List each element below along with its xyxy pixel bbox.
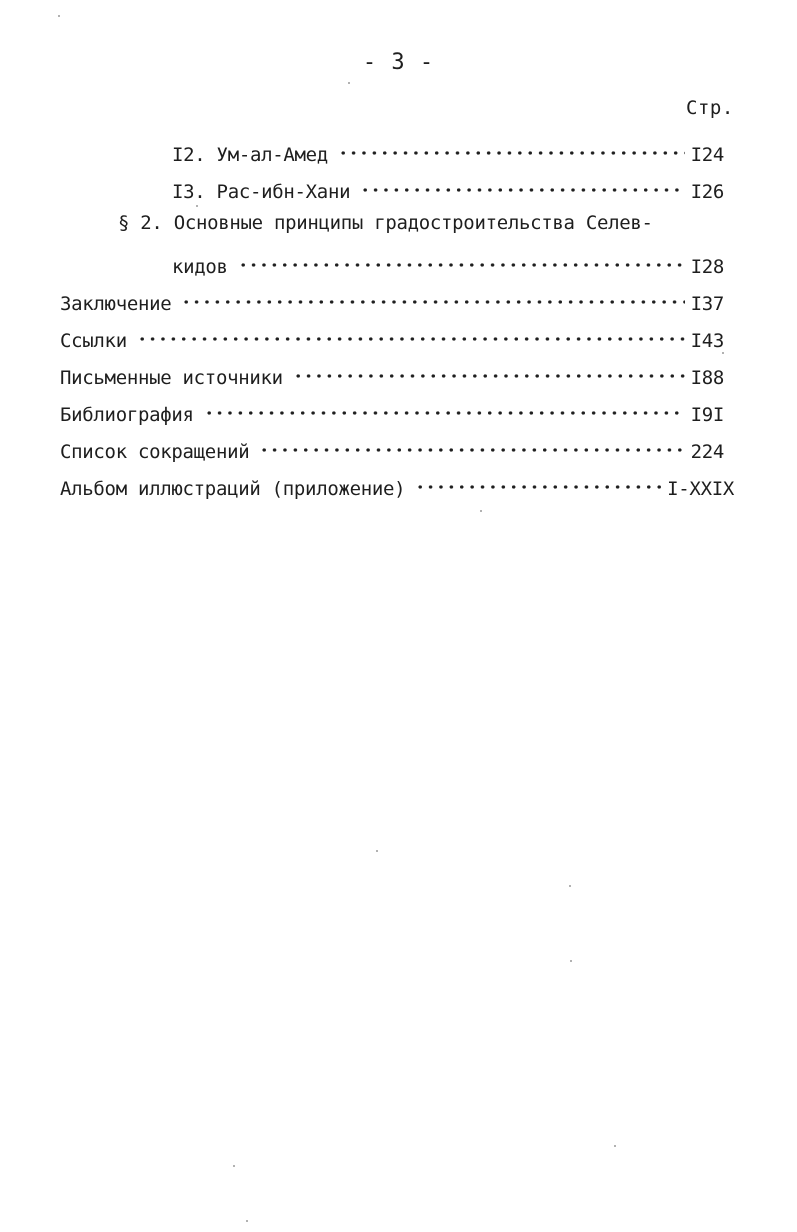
- toc-entry-label: Библиография: [60, 404, 194, 426]
- toc-entry-page: I43: [690, 330, 724, 352]
- toc-entry: [60, 358, 724, 389]
- toc-dot-leader: [238, 247, 685, 273]
- toc-entry-page: I26: [690, 181, 724, 203]
- scan-speck: [58, 15, 60, 17]
- toc-entry-label: кидов: [172, 256, 228, 278]
- page-number: - 3 -: [362, 50, 435, 75]
- toc-dot-leader: [360, 172, 684, 198]
- toc-entry: [60, 284, 724, 315]
- toc-entry-page: I-XXIX: [667, 478, 734, 500]
- scan-speck: [570, 960, 572, 962]
- scan-speck: [480, 510, 482, 512]
- toc-dot-leader: [259, 432, 684, 458]
- toc-dot-leader: [338, 135, 685, 161]
- toc-entry: [60, 395, 724, 426]
- toc-entry: [60, 469, 734, 500]
- toc-dot-leader: [137, 321, 685, 347]
- scan-speck: [246, 1220, 248, 1222]
- toc-entry-label-line1: § 2. Основные принципы градостроительства Селев-: [118, 212, 653, 234]
- toc-entry-label: Альбом иллюстраций (приложение): [60, 478, 406, 500]
- toc-entry-page: I88: [690, 367, 724, 389]
- scan-speck: [722, 352, 724, 354]
- page-column-header: Стр.: [686, 97, 734, 119]
- toc-dot-leader: [415, 469, 661, 495]
- toc-entry: [172, 247, 724, 278]
- toc-entry-label: Заключение: [60, 293, 172, 315]
- toc-dot-leader: [204, 395, 685, 421]
- toc-entry-label: Ссылки: [60, 330, 127, 352]
- toc-entry-page: 224: [690, 441, 724, 463]
- toc-entry-label: Список сокращений: [60, 441, 250, 463]
- toc-entry-page: I37: [690, 293, 724, 315]
- scan-speck: [233, 1165, 235, 1167]
- toc-entry: [172, 135, 724, 166]
- scan-speck: [348, 82, 350, 84]
- toc-entry-page: I28: [690, 256, 724, 278]
- toc-entry-page: I9I: [690, 404, 724, 426]
- toc-entry-label: Письменные источники: [60, 367, 283, 389]
- toc-entry-label: I3. Рас-ибн-Хани: [172, 181, 351, 203]
- toc-entry: [172, 172, 724, 203]
- toc-entry-label: I2. Ум-ал-Амед: [172, 144, 328, 166]
- toc-entry: [60, 321, 724, 352]
- scan-speck: [569, 885, 571, 887]
- toc-dot-leader: [293, 358, 685, 384]
- scan-speck: [614, 1145, 616, 1147]
- toc-entry-page: I24: [690, 144, 724, 166]
- scan-speck: [376, 850, 378, 852]
- scan-speck: [196, 205, 198, 207]
- toc-dot-leader: [181, 284, 684, 310]
- toc-entry: [60, 432, 724, 463]
